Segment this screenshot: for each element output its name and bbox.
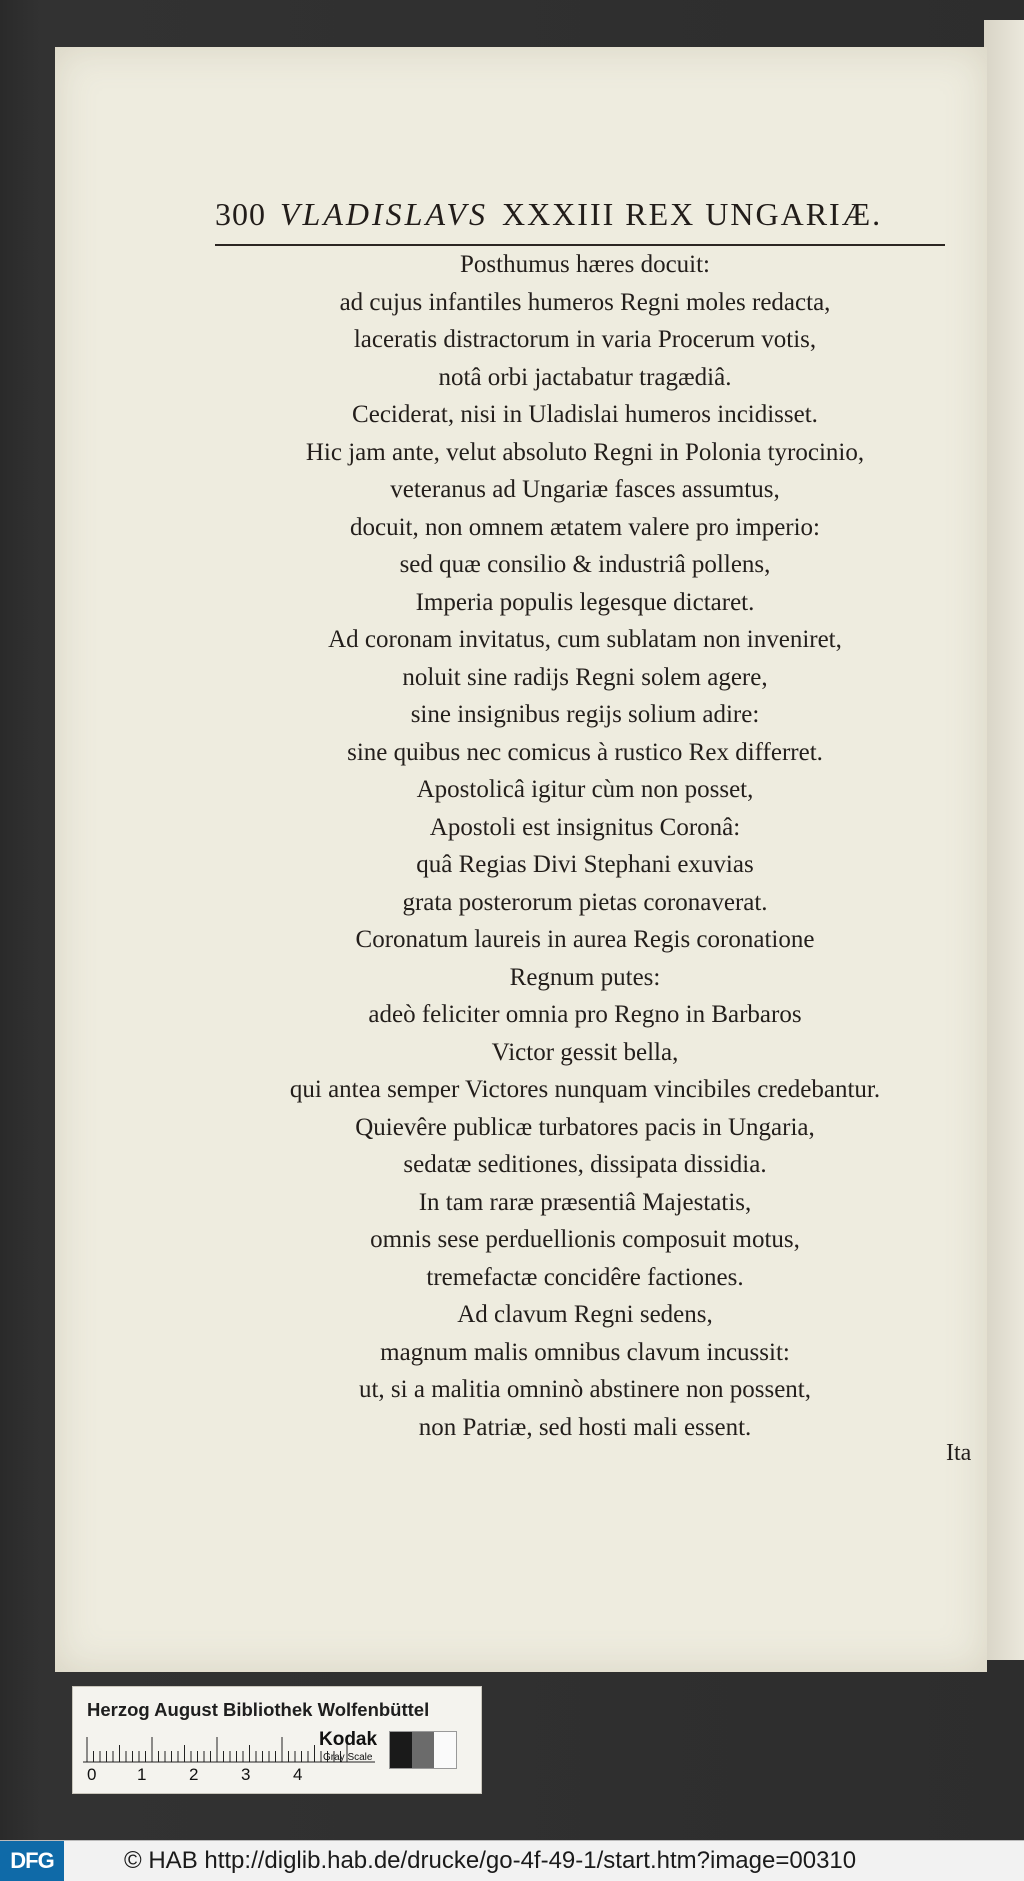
text-line: Regnum putes: bbox=[509, 963, 661, 991]
copyright-url[interactable]: © HAB http://diglib.hab.de/drucke/go-4f-49-1/start.htm?image=00310 bbox=[124, 1847, 857, 1874]
text-line: sed quæ consilio & industriâ pollens, bbox=[399, 551, 771, 578]
running-title-rest: XXXIII REX UNGARIÆ. bbox=[501, 196, 883, 232]
ruler-label: 4 bbox=[293, 1765, 303, 1784]
dfg-logo: DFG bbox=[0, 1841, 64, 1881]
text-line: Apostolicâ igitur cùm non posset, bbox=[416, 776, 754, 803]
text-line: qui antea semper Victores nunquam vincibiles credebantur. bbox=[289, 1076, 881, 1103]
library-color-card bbox=[72, 1686, 482, 1794]
text-line: laceratis distractorum in varia Procerum votis, bbox=[353, 326, 817, 353]
running-title: VLADISLAVS bbox=[280, 196, 488, 232]
page-header bbox=[215, 196, 945, 246]
viewer-footer bbox=[0, 1840, 1024, 1881]
text-line: Quievêre publicæ turbatores pacis in Ungaria, bbox=[355, 1113, 815, 1141]
text-line: quâ Regias Divi Stephani exuvias bbox=[416, 851, 754, 878]
text-line: non Patriæ, sed hosti mali essent. bbox=[418, 1413, 752, 1441]
text-line: Ad clavum Regni sedens, bbox=[457, 1301, 713, 1328]
library-name: Herzog August Bibliothek Wolfenbüttel bbox=[87, 1699, 430, 1720]
text-line: magnum malis omnibus clavum incussit: bbox=[380, 1338, 790, 1366]
ruler-label: 0 bbox=[87, 1765, 97, 1784]
text-line: Posthumus hæres docuit: bbox=[459, 251, 710, 278]
text-line: sine insignibus regijs solium adire: bbox=[410, 701, 760, 728]
text-line: Ad coronam invitatus, cum sublatam non inveniret, bbox=[328, 626, 842, 653]
text-line: adeò feliciter omnia pro Regno in Barbaros bbox=[368, 1001, 802, 1028]
text-line: notâ orbi jactabatur tragædiâ. bbox=[438, 363, 732, 391]
gray-swatches bbox=[389, 1731, 457, 1769]
text-line: docuit, non omnem ætatem valere pro imperio: bbox=[349, 513, 821, 541]
kodak-label: Kodak bbox=[319, 1729, 378, 1750]
ruler-label: 3 bbox=[241, 1765, 251, 1784]
text-line: sedatæ seditiones, dissipata dissidia. bbox=[403, 1151, 767, 1178]
swatch-white bbox=[434, 1732, 456, 1768]
text-line: In tam raræ præsentiâ Majestatis, bbox=[418, 1188, 752, 1216]
ruler-label: 1 bbox=[137, 1765, 147, 1784]
text-line: Hic jam ante, velut absoluto Regni in Polonia tyrocinio, bbox=[305, 438, 865, 466]
catchword: Ita bbox=[946, 1440, 972, 1466]
ruler-label: 2 bbox=[189, 1765, 199, 1784]
text-line: ut, si a malitia omninò abstinere non possent, bbox=[358, 1376, 811, 1403]
text-line: Coronatum laureis in aurea Regis coronatione bbox=[355, 926, 815, 953]
text-line: grata posterorum pietas coronaverat. bbox=[402, 888, 768, 916]
page-number: 300 bbox=[215, 196, 266, 232]
adjacent-page-edge bbox=[984, 20, 1024, 1660]
text-line: tremefactæ concidêre factiones. bbox=[426, 1263, 744, 1291]
text-line: ad cujus infantiles humeros Regni moles redacta, bbox=[339, 288, 831, 316]
text-line: Ceciderat, nisi in Uladislai humeros incidisset. bbox=[352, 401, 818, 428]
text-line: Victor gessit bella, bbox=[491, 1038, 679, 1066]
swatch-gray bbox=[412, 1732, 434, 1768]
page-body-text bbox=[215, 246, 955, 1446]
text-line: veteranus ad Ungariæ fasces assumtus, bbox=[390, 476, 780, 503]
text-line: sine quibus nec comicus à rustico Rex differret. bbox=[347, 738, 823, 766]
gray-scale-label: Gray Scale bbox=[323, 1752, 373, 1763]
text-line: omnis sese perduellionis composuit motus, bbox=[370, 1226, 800, 1253]
text-line: Imperia populis legesque dictaret. bbox=[415, 588, 755, 616]
swatch-black bbox=[390, 1732, 412, 1768]
text-line: noluit sine radijs Regni solem agere, bbox=[402, 663, 768, 691]
text-line: Apostoli est insignitus Coronâ: bbox=[429, 813, 741, 841]
